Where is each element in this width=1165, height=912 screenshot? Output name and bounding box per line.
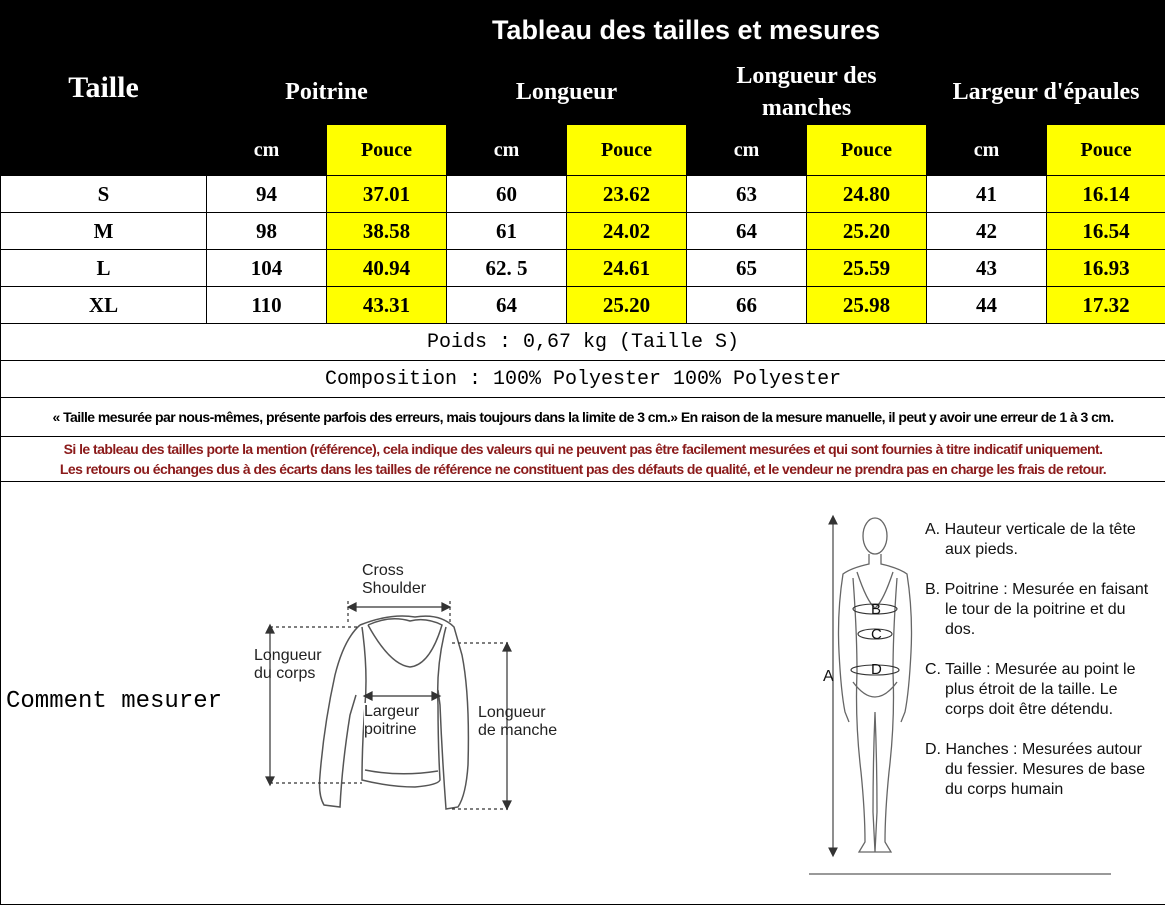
warning-line: Si le tableau des tailles porte la mention (référence), cela indique des valeurs qui ne peuvent pas être facilement mesurées et qui sont fournies à titre indicatif uniquement. <box>63 441 1103 457</box>
cell-value: 65 <box>687 250 807 287</box>
cell-value: 25.20 <box>567 287 687 324</box>
cell-value: 16.54 <box>1047 213 1165 250</box>
unit-header: cm <box>207 125 327 176</box>
cell-value: 24.61 <box>567 250 687 287</box>
cell-value: 40.94 <box>327 250 447 287</box>
legend-item: D. Hanches : Mesurées autour du fessier. Mesures de base du corps humain <box>925 741 1146 798</box>
cell-value: 25.20 <box>807 213 927 250</box>
chest-width-label: Largeur poitrine <box>364 703 420 738</box>
letter-a: A <box>823 668 834 685</box>
cell-value: 61 <box>447 213 567 250</box>
letter-b: B <box>871 601 882 618</box>
cell-value: 66 <box>687 287 807 324</box>
cell-value: 44 <box>927 287 1047 324</box>
unit-header: Pouce <box>567 125 687 176</box>
warning-line: Les retours ou échanges dus à des écarts dans les tailles de référence ne constituent pas des défauts de qualité, et le vendeur ne prendra pas en charge les frais de retour. <box>59 461 1107 477</box>
cell-value: 98 <box>207 213 327 250</box>
cell-value: 38.58 <box>327 213 447 250</box>
group-header-chest: Poitrine <box>207 60 447 125</box>
cell-value: 24.80 <box>807 176 927 213</box>
cell-value: 43.31 <box>327 287 447 324</box>
table-row <box>1 287 1165 324</box>
cell-value: 37.01 <box>327 176 447 213</box>
chart-title: Tableau des tailles et mesures <box>207 1 1165 60</box>
head <box>863 518 887 554</box>
cell-value: 60 <box>447 176 567 213</box>
cell-value: 104 <box>207 250 327 287</box>
sleeve-length-label: Longueur de manche <box>478 704 558 739</box>
legend-item: A. Hauteur verticale de la tête aux pieds. <box>925 521 1136 558</box>
unit-header: Pouce <box>327 125 447 176</box>
cell-value: 63 <box>687 176 807 213</box>
unit-header: Pouce <box>807 125 927 176</box>
table-row <box>1 213 1165 250</box>
size-label: M <box>1 213 207 250</box>
weight-info: Poids : 0,67 kg (Taille S) <box>1 324 1165 361</box>
cell-value: 42 <box>927 213 1047 250</box>
cell-value: 43 <box>927 250 1047 287</box>
reference-size-warning <box>1 437 1165 482</box>
shoulder-label: Cross Shoulder <box>362 562 427 597</box>
cell-value: 16.14 <box>1047 176 1165 213</box>
table-row <box>1 250 1165 287</box>
cell-value: 94 <box>207 176 327 213</box>
group-header-sleeve: Longueur des manches <box>687 60 927 125</box>
legend-item: C. Taille : Mesurée au point le plus étroit de la taille. Le corps doit être détendu. <box>925 661 1136 718</box>
unit-header: cm <box>927 125 1047 176</box>
group-header-length: Longueur <box>447 60 687 125</box>
measurement-legend <box>925 520 1150 820</box>
letter-d: D <box>871 661 882 678</box>
size-label: L <box>1 250 207 287</box>
letter-c: C <box>871 626 882 643</box>
cell-value: 25.59 <box>807 250 927 287</box>
unit-header: cm <box>687 125 807 176</box>
group-header-shoulder: Largeur d'épaules <box>927 60 1165 125</box>
cell-value: 64 <box>447 287 567 324</box>
size-column-header: Taille <box>1 1 207 176</box>
cell-value: 23.62 <box>567 176 687 213</box>
cell-value: 110 <box>207 287 327 324</box>
cell-value: 25.98 <box>807 287 927 324</box>
cell-value: 64 <box>687 213 807 250</box>
size-label: XL <box>1 287 207 324</box>
how-to-measure-label: Comment mesurer <box>6 688 223 715</box>
body-length-label: Longueur du corps <box>254 647 322 682</box>
table-row <box>1 176 1165 213</box>
legend-item: B. Poitrine : Mesurée en faisant le tour de la poitrine et du dos. <box>925 581 1149 638</box>
cell-value: 17.32 <box>1047 287 1165 324</box>
unit-header: Pouce <box>1047 125 1165 176</box>
composition-info: Composition : 100% Polyester 100% Polyester <box>1 361 1165 398</box>
cell-value: 24.02 <box>567 213 687 250</box>
size-label: S <box>1 176 207 213</box>
unit-header: cm <box>447 125 567 176</box>
cell-value: 62. 5 <box>447 250 567 287</box>
measurement-disclaimer: « Taille mesurée par nous-mêmes, présente parfois des erreurs, mais toujours dans la limite de 3 cm.» En raison de la mesure manuelle, il peut y avoir une erreur de 1 à 3 cm. <box>1 398 1165 437</box>
cell-value: 16.93 <box>1047 250 1165 287</box>
cell-value: 41 <box>927 176 1047 213</box>
